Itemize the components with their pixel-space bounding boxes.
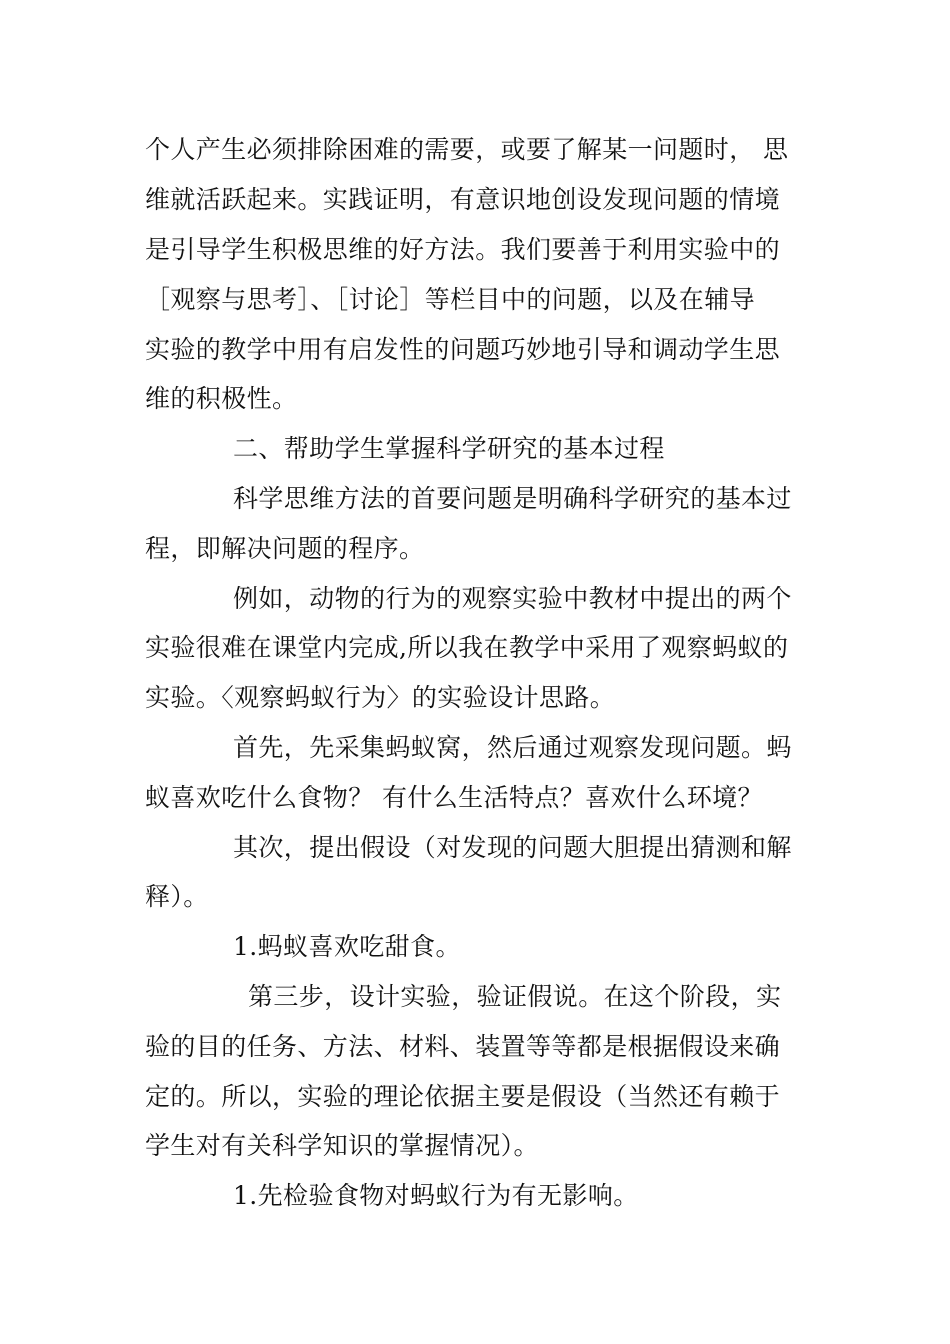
paragraph-line: ［观察与思考］、［讨论］等栏目中的问题，以及在辅导	[145, 285, 756, 314]
paragraph-line: 蚁喜欢吃什么食物？ 有什么生活特点？喜欢什么环境？	[145, 783, 763, 812]
paragraph-line: 科学思维方法的首要问题是明确科学研究的基本过	[233, 484, 792, 513]
paragraph-line: 验的目的任务、方法、材料、装置等等都是根据假设来确	[145, 1032, 781, 1061]
paragraph-line: 实验很难在课堂内完成,所以我在教学中采用了观察蚂蚁的	[145, 633, 789, 662]
paragraph-line: 个人产生必须排除困难的需要，或要了解某一问题时， 思	[145, 135, 789, 164]
paragraph-line: 其次，提出假设（对发现的问题大胆提出猜测和解	[233, 833, 792, 862]
paragraph-line: 是引导学生积极思维的好方法。我们要善于利用实验中的	[145, 235, 781, 264]
paragraph-line: 第三步，设计实验，验证假说。在这个阶段，实	[248, 982, 782, 1011]
paragraph-line: 维的积极性。	[145, 384, 298, 413]
paragraph-line: 例如，动物的行为的观察实验中教材中提出的两个	[233, 584, 792, 613]
paragraph-line: 定的。所以，实验的理论依据主要是假设（当然还有赖于	[145, 1082, 781, 1111]
paragraph-line: 释）。	[145, 882, 209, 911]
paragraph-line: 学生对有关科学知识的掌握情况）。	[145, 1131, 539, 1160]
section-heading: 二、帮助学生掌握科学研究的基本过程	[233, 434, 665, 463]
list-item: 1.蚂蚁喜欢吃甜食。	[233, 932, 461, 961]
list-item: 1.先检验食物对蚂蚁行为有无影响。	[233, 1181, 639, 1210]
paragraph-line: 实验的教学中用有启发性的问题巧妙地引导和调动学生思	[145, 335, 781, 364]
paragraph-line: 维就活跃起来。实践证明，有意识地创设发现问题的情境	[145, 185, 781, 214]
paragraph-line: 程，即解决问题的程序。	[145, 534, 425, 563]
paragraph-line: 实验。〈观察蚂蚁行为〉的实验设计思路。	[145, 683, 616, 712]
paragraph-line: 首先，先采集蚂蚁窝，然后通过观察发现问题。蚂	[233, 733, 792, 762]
